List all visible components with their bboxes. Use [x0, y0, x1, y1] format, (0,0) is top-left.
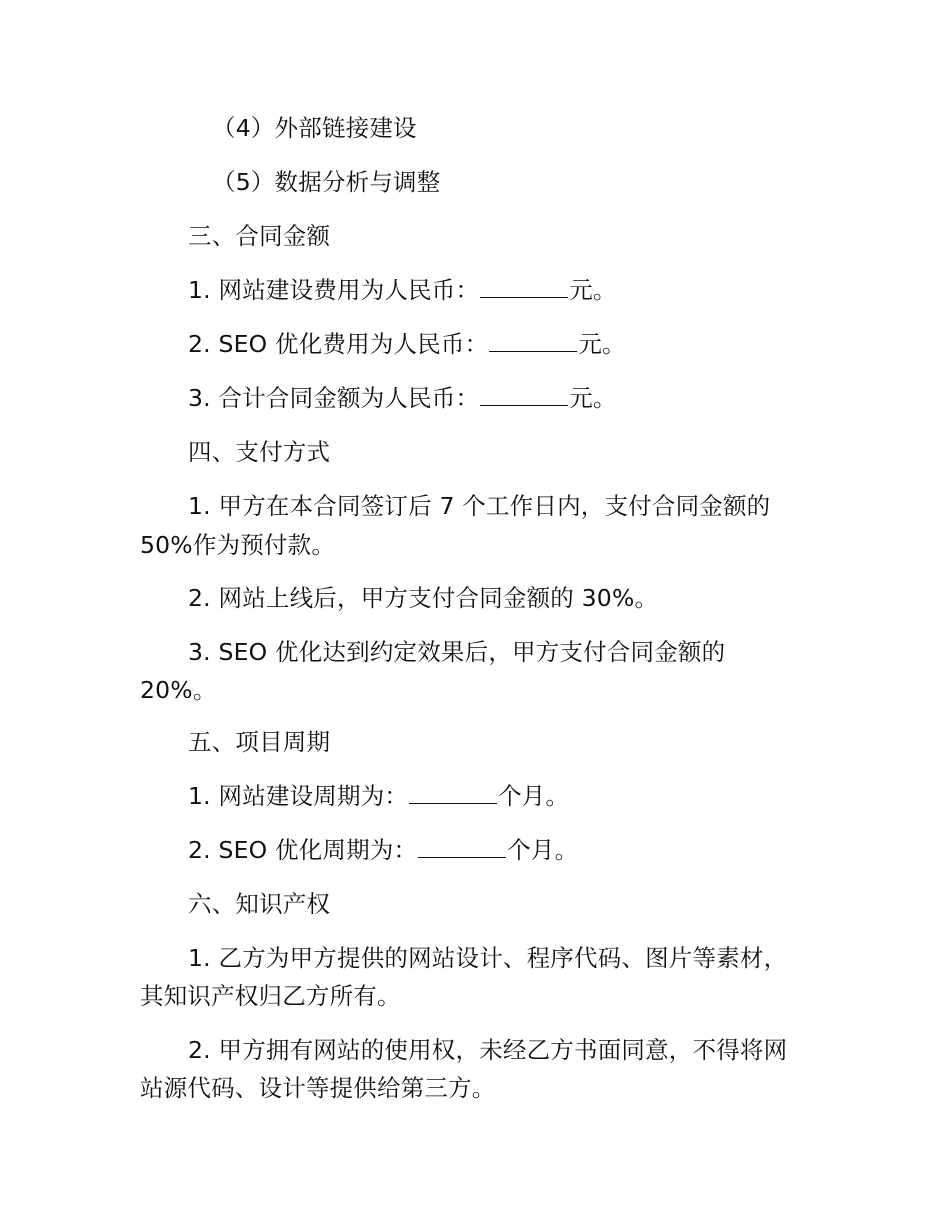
payment-item-2: 2. 网站上线后，甲方支付合同金额的 30%。	[188, 584, 659, 612]
section-heading-project-period: 五、项目周期	[188, 728, 331, 756]
amount-item-1-unit: 元。	[569, 276, 617, 304]
payment-item-1-line-2: 50%作为预付款。	[140, 531, 336, 559]
period-item-1-text: 1. 网站建设周期为：	[188, 782, 409, 810]
ip-item-1-line-2: 其知识产权归乙方所有。	[140, 982, 401, 1010]
payment-item-3-line-1: 3. SEO 优化达到约定效果后，甲方支付合同金额的	[188, 638, 726, 666]
period-item-1	[188, 776, 569, 816]
period-item-1-unit: 个月。	[498, 782, 570, 810]
section-heading-intellectual-property: 六、知识产权	[188, 890, 331, 918]
section-heading-payment-method: 四、支付方式	[188, 438, 331, 466]
period-item-2	[188, 830, 578, 870]
amount-item-2	[188, 324, 626, 364]
ip-item-2-line-1: 2. 甲方拥有网站的使用权，未经乙方书面同意，不得将网	[188, 1036, 788, 1064]
amount-item-3-blank	[480, 383, 568, 406]
ip-item-1-line-1: 1. 乙方为甲方提供的网站设计、程序代码、图片等素材，	[188, 944, 788, 972]
section-heading-contract-amount: 三、合同金额	[188, 222, 331, 250]
amount-item-3-text: 3. 合计合同金额为人民币：	[188, 384, 480, 412]
amount-item-2-unit: 元。	[578, 330, 626, 358]
amount-item-2-text: 2. SEO 优化费用为人民币：	[188, 330, 489, 358]
amount-item-3-unit: 元。	[569, 384, 617, 412]
period-item-2-unit: 个月。	[507, 836, 579, 864]
list-item-5: （5）数据分析与调整	[212, 168, 441, 196]
period-item-2-blank	[418, 835, 506, 858]
period-item-1-blank	[409, 781, 497, 804]
amount-item-1-blank	[480, 275, 568, 298]
amount-item-1	[188, 270, 617, 310]
amount-item-3	[188, 378, 617, 418]
payment-item-3-line-2: 20%。	[140, 676, 217, 704]
list-item-4: （4）外部链接建设	[212, 114, 417, 142]
ip-item-2-line-2: 站源代码、设计等提供给第三方。	[140, 1074, 496, 1102]
payment-item-1-line-1: 1. 甲方在本合同签订后 7 个工作日内，支付合同金额的	[188, 492, 771, 520]
amount-item-2-blank	[489, 329, 577, 352]
amount-item-1-text: 1. 网站建设费用为人民币：	[188, 276, 480, 304]
period-item-2-text: 2. SEO 优化周期为：	[188, 836, 418, 864]
